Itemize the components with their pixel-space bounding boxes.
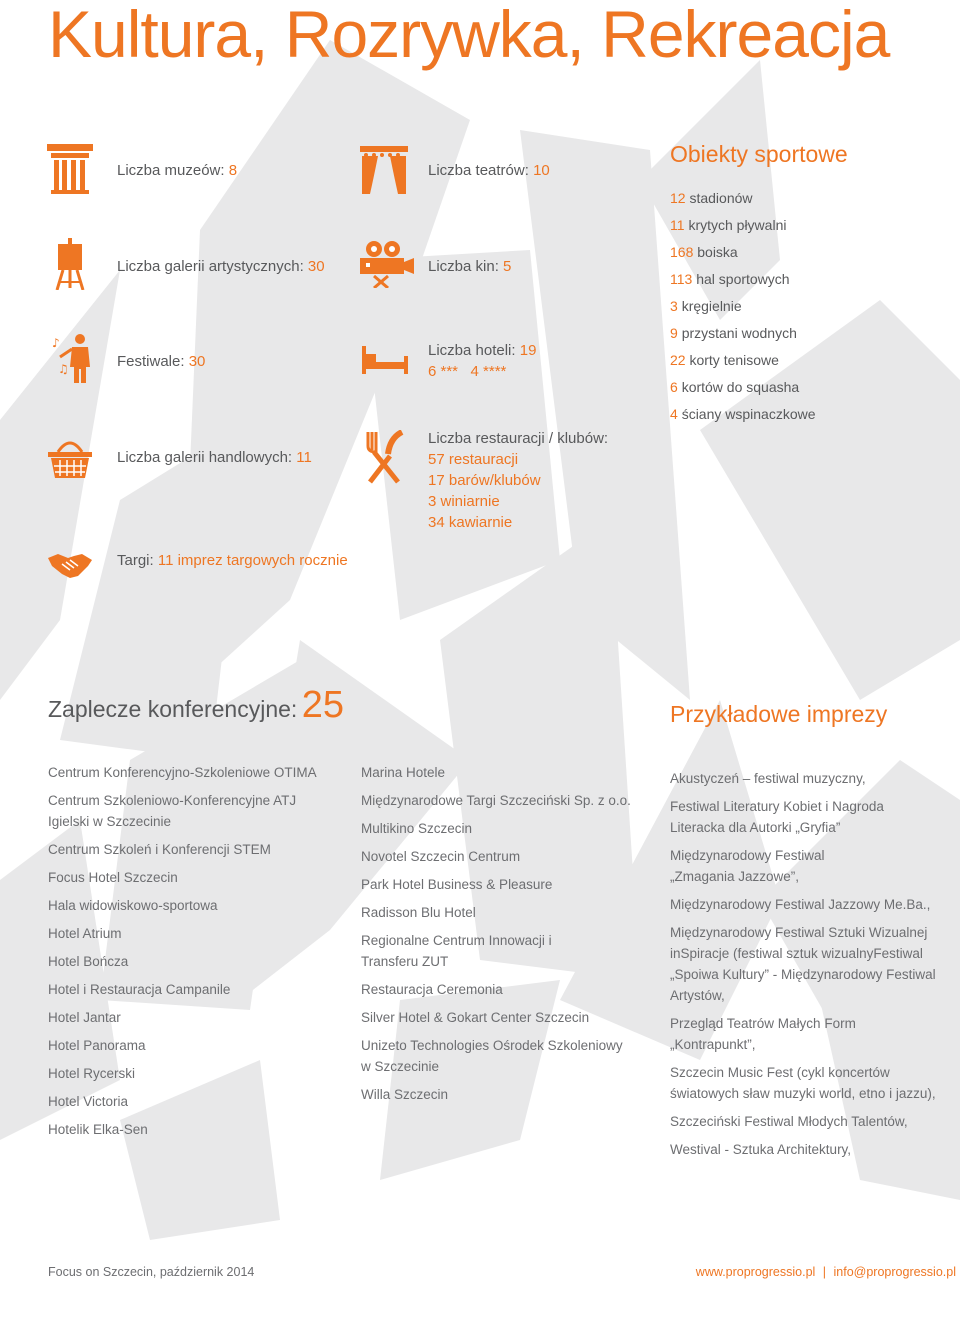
conference-count: 25 <box>301 684 345 726</box>
conference-venue: Novotel Szczecin Centrum <box>361 849 521 864</box>
conference-venue: Centrum Szkoleń i Konferencji STEM <box>48 842 271 857</box>
handshake-icon <box>48 552 92 578</box>
conference-venue: Multikino Szczecin <box>361 821 473 836</box>
shopping-basket-icon <box>48 438 92 478</box>
sports-item <box>670 379 799 395</box>
malls-value: 11 <box>296 449 312 466</box>
sports-list <box>670 190 950 430</box>
sports-item-text: korty tenisowe <box>689 352 779 368</box>
conference-heading <box>48 684 344 727</box>
sports-item-number: 6 <box>670 379 678 395</box>
svg-text:♪: ♪ <box>52 336 60 350</box>
theatres-label: Liczba teatrów: <box>428 162 529 179</box>
conference-venue: Silver Hotel & Gokart Center Szczecin <box>361 1010 590 1025</box>
restaurants-stat <box>428 428 608 533</box>
fairs-stat <box>117 550 348 571</box>
events-heading: Przykładowe imprezy <box>670 701 888 727</box>
email-link[interactable]: info@proprogressio.pl <box>833 1265 956 1279</box>
footer-publication: Focus on Szczecin, październik 2014 <box>48 1265 255 1279</box>
hotel-bed-icon <box>362 346 408 374</box>
sports-item-text: krytych pływalni <box>688 217 787 233</box>
footer-separator: | <box>822 1265 827 1279</box>
restaurants-line: 3 winiarnie <box>428 493 500 510</box>
conference-venue: Hotel Bończa <box>48 954 129 969</box>
cinemas-value: 5 <box>503 258 512 275</box>
sports-item-text: ściany wspinaczkowe <box>681 406 816 422</box>
hotels-label: Liczba hoteli: <box>428 342 516 359</box>
sports-item-number: 4 <box>670 406 678 422</box>
sports-item-number: 3 <box>670 298 678 314</box>
sports-item-text: boiska <box>697 244 738 260</box>
conference-venue: Hotel i Restauracja Campanile <box>48 982 231 997</box>
theatres-stat <box>428 160 550 181</box>
conference-heading-label: Zaplecze konferencyjne: <box>48 696 298 722</box>
museums-stat <box>117 160 237 181</box>
page-title: Kultura, Rozrywka, Rekreacja <box>48 0 890 71</box>
events-list <box>670 768 950 1167</box>
hotels-stars: 6 *** 4 **** <box>428 363 507 380</box>
galleries-stat <box>117 256 325 277</box>
festivals-value: 30 <box>188 353 206 370</box>
event-item: Szczecin Music Fest (cykl koncertów światowych sław muzyki world, etno i jazzu), <box>670 1065 936 1101</box>
conference-venue: Regionalne Centrum Innowacji i Transferu ZUT <box>361 933 552 969</box>
sports-item <box>670 271 790 287</box>
conductor-music-icon <box>50 333 94 383</box>
event-item: Międzynarodowy Festiwal Sztuki Wizualnej inSpiracje (festiwal sztuk wizualnyFestiwal „Spoiwa Kultury” - Międzynarodowy Festiwal Artystów, <box>670 925 936 1003</box>
event-item: Westival - Sztuka Architektury, <box>670 1142 852 1157</box>
theatre-curtain-icon <box>360 146 408 194</box>
theatres-value: 10 <box>533 162 550 179</box>
malls-stat <box>117 447 312 468</box>
conference-venue: Hotel Atrium <box>48 926 122 941</box>
fairs-value: 11 imprez targowych rocznie <box>157 552 348 569</box>
sports-item <box>670 298 742 314</box>
restaurants-line: 57 restauracji <box>428 451 519 468</box>
museum-column-icon <box>47 144 93 194</box>
conference-venue: Hotel Rycerski <box>48 1066 136 1081</box>
cinemas-label: Liczba kin: <box>428 258 499 275</box>
sports-item <box>670 244 738 260</box>
sports-item-number: 11 <box>670 217 685 233</box>
conference-venue: Unizeto Technologies Ośrodek Szkoleniowy w Szczecinie <box>361 1038 623 1074</box>
conference-venue: Willa Szczecin <box>361 1087 449 1102</box>
sports-heading: Obiekty sportowe <box>670 141 848 167</box>
conference-list-col2 <box>361 762 651 1112</box>
website-link[interactable]: www.proprogressio.pl <box>695 1265 816 1279</box>
hotels-value: 19 <box>519 342 537 359</box>
event-item: Międzynarodowy Festiwal „Zmagania Jazzowe”, <box>670 848 825 884</box>
restaurants-label: Liczba restauracji / klubów: <box>428 430 609 447</box>
conference-venue: Park Hotel Business & Pleasure <box>361 877 553 892</box>
conference-venue: Marina Hotele <box>361 765 446 780</box>
conference-venue: Hotel Victoria <box>48 1094 129 1109</box>
malls-label: Liczba galerii handlowych: <box>117 449 293 466</box>
event-item: Akustyczeń – festiwal muzyczny, <box>670 771 866 786</box>
conference-venue: Hotelik Elka-Sen <box>48 1122 148 1137</box>
sports-item <box>670 190 753 206</box>
sports-item <box>670 352 779 368</box>
sports-item-number: 12 <box>670 190 686 206</box>
event-item: Szczeciński Festiwal Młodych Talentów, <box>670 1114 908 1129</box>
restaurants-line: 17 barów/klubów <box>428 472 541 489</box>
galleries-label: Liczba galerii artystycznych: <box>117 258 304 275</box>
conference-venue: Hotel Panorama <box>48 1038 146 1053</box>
easel-icon <box>55 238 85 290</box>
film-camera-icon <box>358 240 414 288</box>
hotels-stat <box>428 340 536 382</box>
event-item: Międzynarodowy Festiwal Jazzowy Me.Ba., <box>670 897 931 912</box>
fork-knife-icon <box>364 430 406 484</box>
event-item: Przegląd Teatrów Małych Form „Kontrapunkt”, <box>670 1016 856 1052</box>
fairs-label: Targi: <box>117 552 154 569</box>
sports-item <box>670 217 786 233</box>
event-item: Festiwal Literatury Kobiet i Nagroda Literacka dla Autorki „Gryfia” <box>670 799 884 835</box>
museums-label: Liczba muzeów: <box>117 162 225 179</box>
cinemas-stat <box>428 256 511 277</box>
sports-item-number: 9 <box>670 325 678 341</box>
svg-text:♫: ♫ <box>58 362 69 376</box>
conference-venue: Centrum Szkoleniowo-Konferencyjne ATJ Igielski w Szczecinie <box>48 793 297 829</box>
conference-venue: Centrum Konferencyjno-Szkoleniowe OTIMA <box>48 765 317 780</box>
sports-item-number: 113 <box>670 271 693 287</box>
conference-venue: Radisson Blu Hotel <box>361 905 476 920</box>
sports-item-text: stadionów <box>689 190 753 206</box>
conference-venue: Hala widowiskowo-sportowa <box>48 898 218 913</box>
conference-list-col1 <box>48 762 338 1147</box>
museums-value: 8 <box>228 162 238 179</box>
galleries-value: 30 <box>307 258 325 275</box>
sports-item-text: hal sportowych <box>696 271 790 287</box>
conference-venue: Focus Hotel Szczecin <box>48 870 178 885</box>
restaurants-line: 34 kawiarnie <box>428 514 513 531</box>
sports-item-number: 168 <box>670 244 694 260</box>
conference-venue: Międzynarodowe Targi Szczeciński Sp. z o.o. <box>361 793 631 808</box>
footer-links <box>696 1265 956 1279</box>
sports-item-number: 22 <box>670 352 686 368</box>
sports-item-text: kortów do squasha <box>681 379 800 395</box>
conference-venue: Hotel Jantar <box>48 1010 121 1025</box>
festivals-stat <box>117 351 205 372</box>
conference-venue: Restauracja Ceremonia <box>361 982 503 997</box>
sports-item <box>670 406 816 422</box>
festivals-label: Festiwale: <box>117 353 185 370</box>
sports-item <box>670 325 797 341</box>
sports-item-text: przystani wodnych <box>681 325 797 341</box>
sports-item-text: kręgielnie <box>681 298 742 314</box>
